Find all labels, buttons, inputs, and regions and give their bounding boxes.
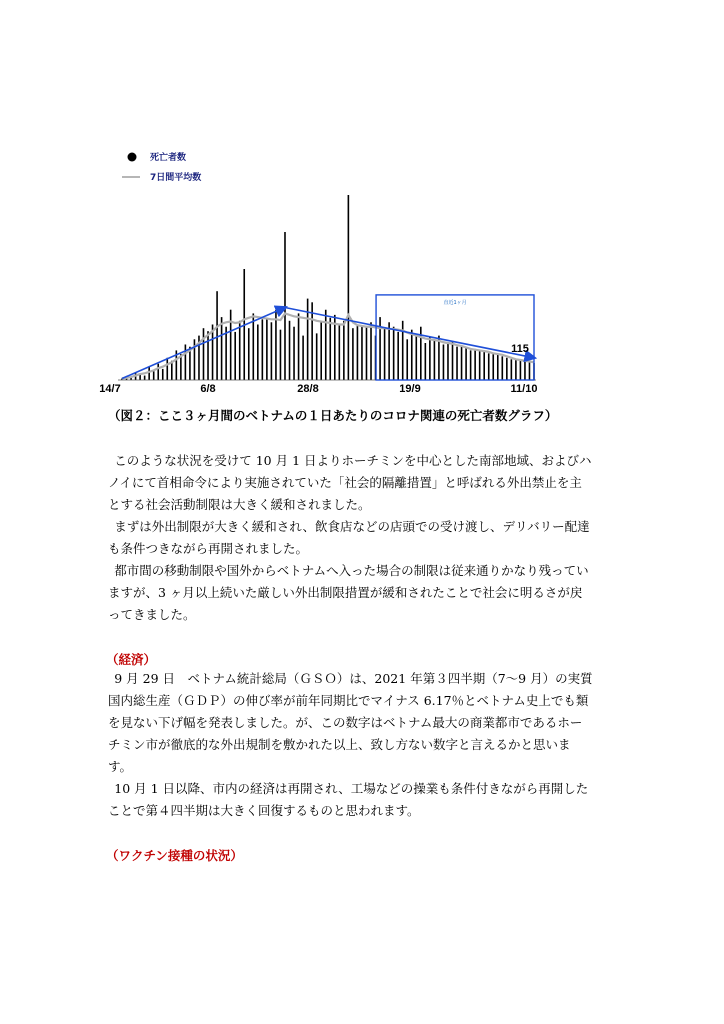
- paragraph-relaxation: [108, 450, 628, 516]
- end-value-label: 115: [511, 342, 529, 355]
- text-line: チミン市が徹底的な外出規制を敷かれた以上、致し方ない数字と言えるかと思いま: [108, 737, 571, 752]
- text-line: を見ない下げ幅を発表しました。が、この数字はベトナム最大の商業都市であるホー: [108, 715, 583, 730]
- chart-highlight-box: [376, 295, 534, 380]
- x-tick-label: 11/10: [510, 383, 538, 395]
- legend-label: 7日間平均数: [150, 173, 202, 183]
- highlight-box-label: 直近1ヶ月: [443, 299, 467, 306]
- text-line: まずは外出制限が大きく緩和され、飲食店などの店頭での受け渡し、デリバリー配達: [114, 519, 590, 534]
- highlight-box: [376, 295, 534, 380]
- legend-dot-icon: [128, 153, 137, 162]
- chart-x-ticks: [99, 383, 537, 395]
- text-line: 国内総生産（ＧＤＰ）の伸び率が前年同期比でマイナス 6.17％とベトナム史上でも類: [108, 693, 589, 708]
- x-tick-label: 14/7: [99, 383, 121, 395]
- paragraph-gdp: [108, 668, 628, 778]
- text-line: このような状況を受けて 10 月 1 日よりホーチミンを中心とした南部地域、およびハ: [114, 453, 592, 468]
- trend-arrow: [285, 307, 534, 357]
- death-count-chart: [99, 140, 540, 398]
- text-line: ますが、3 ヶ月以上続いた厳しい外出制限措置が緩和されたことで社会に明るさが戻: [108, 585, 583, 600]
- chart-svg: [99, 140, 540, 398]
- text-line: 都市間の移動制限や国外からベトナムへ入った場合の制限は従来通りかなり残ってい: [114, 563, 589, 578]
- chart-trend-lines: [122, 307, 534, 378]
- paragraph-economy-recovery: [108, 778, 628, 822]
- heading-economy: （経済）: [106, 652, 157, 667]
- text-line: も条件つきながら再開されました。: [108, 541, 309, 556]
- paragraph-outdoor-relaxation: [108, 516, 628, 560]
- text-line: ことで第４四半期は大きく回復するものと思われます。: [108, 803, 420, 818]
- x-tick-label: 28/8: [297, 383, 319, 395]
- text-line: 9 月 29 日 ベトナム統計総局（ＧＳＯ）は、2021 年第３四半期（7〜9 月）の実質: [114, 671, 593, 686]
- chart-legend: [122, 151, 201, 183]
- text-line: ってきました。: [108, 607, 196, 622]
- text-line: ノイにて首相命令により実施されていた「社会的隔離措置」と呼ばれる外出禁止を主: [108, 475, 582, 490]
- paragraph-travel-restrictions: [108, 560, 628, 626]
- x-tick-label: 6/8: [200, 383, 216, 395]
- text-line: 10 月 1 日以降、市内の経済は再開され、工場などの操業も条件付きながら再開した: [114, 781, 589, 796]
- text-line: とする社会活動制限は大きく緩和されました。: [108, 497, 371, 512]
- figure-caption: （図２：ここ３ヶ月間のベトナムの１日あたりのコロナ関連の死亡者数グラフ）: [108, 408, 558, 423]
- text-line: す。: [108, 759, 133, 774]
- heading-vaccine: （ワクチン接種の状況）: [106, 848, 243, 863]
- legend-label: 死亡者数: [150, 153, 187, 163]
- x-tick-label: 19/9: [399, 383, 421, 395]
